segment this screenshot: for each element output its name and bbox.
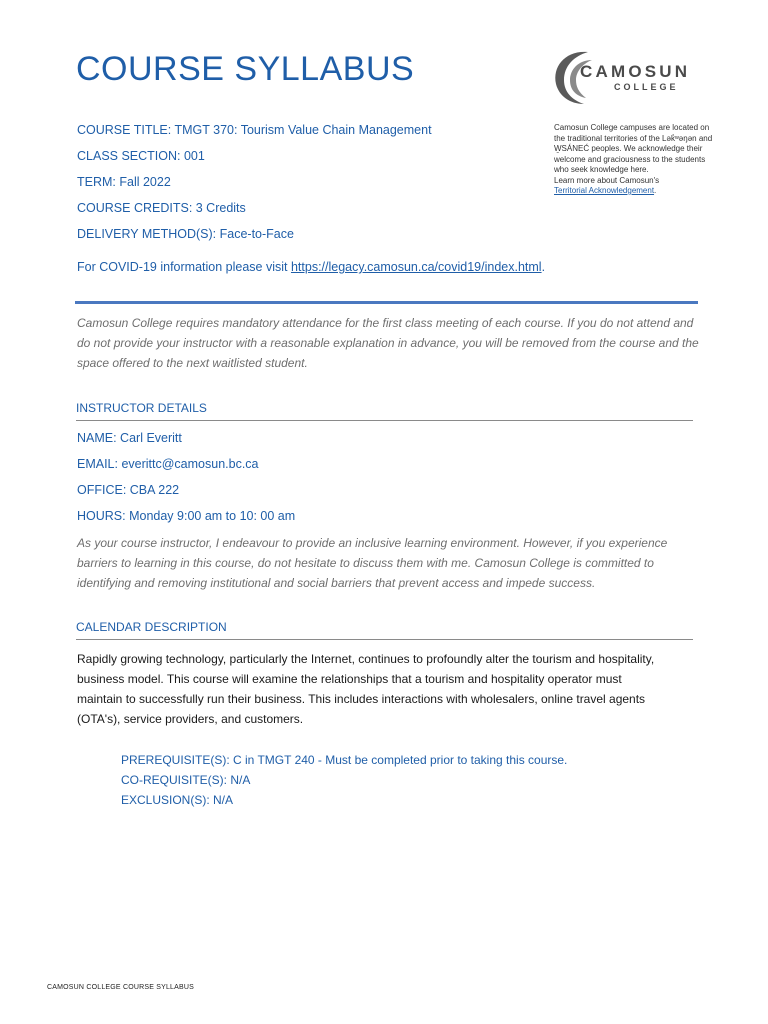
corequisites: CO-REQUISITE(S): N/A [121, 773, 251, 787]
divider [75, 301, 698, 304]
territorial-acknowledgement-link[interactable]: Territorial Acknowledgement [554, 186, 655, 195]
acknowledgement-text: Camosun College campuses are located on the traditional territories of the Lək̓ʷəŋən and W̱SÁNEĆ peoples. We acknowledge their welcome and graciousness to the students who seek knowledge here. [554, 123, 713, 174]
term: TERM: Fall 2022 [77, 175, 171, 189]
calendar-description: Rapidly growing technology, particularly the Internet, continues to profoundly alter the tourism and hospitality, business model. This course will examine the relationships that a tourism and hospitality operator must maintain to successfully run their business. This includes interactions with wholesalers, online travel agents (OTA's), service providers, and customers. [77, 652, 655, 726]
page-footer: CAMOSUN COLLEGE COURSE SYLLABUS [47, 984, 195, 991]
covid-prefix: For COVID-19 information please visit [77, 260, 291, 274]
territorial-acknowledgement [554, 123, 714, 197]
page-title: COURSE SYLLABUS [76, 50, 415, 88]
instructor-details-heading: INSTRUCTOR DETAILS [76, 401, 693, 421]
camosun-logo [548, 46, 698, 108]
requisites [121, 750, 567, 810]
instructor-name: NAME: Carl Everitt [77, 431, 182, 445]
course-info [77, 122, 432, 252]
covid-link[interactable]: https://legacy.camosun.ca/covid19/index.html [290, 260, 542, 274]
instructor-office: OFFICE: CBA 222 [77, 483, 180, 497]
exclusions: EXCLUSION(S): N/A [121, 793, 234, 807]
course-title: COURSE TITLE: TMGT 370: Tourism Value Chain Management [77, 123, 432, 137]
instructor-hours: HOURS: Monday 9:00 am to 10: 00 am [77, 509, 296, 523]
logo-wordmark: CAMOSUN [580, 62, 691, 81]
calendar-description-heading: CALENDAR DESCRIPTION [76, 620, 693, 640]
instructor-details [77, 430, 295, 534]
inclusion-statement: As your course instructor, I endeavour to provide an inclusive learning environment. However, if you experience barriers to learning in this course, do not hesitate to discuss them with me. Camosun College is committed to identifying and removing institutional and social barriers that prevent access and impede success. [77, 536, 668, 590]
acknowledgement-period: . [654, 186, 657, 195]
logo-subtitle: COLLEGE [614, 82, 679, 92]
attendance-note: Camosun College requires mandatory attendance for the first class meeting of each course. If you do not attend and do not provide your instructor with a reasonable explanation in advance, you will be removed from the course and the space offered to the next waitlisted student. [77, 316, 699, 370]
covid-suffix: . [541, 260, 546, 274]
acknowledgement-learn-more: Learn more about Camosun's [554, 175, 660, 185]
prerequisites: PREREQUISITE(S): C in TMGT 240 - Must be completed prior to taking this course. [121, 753, 568, 767]
instructor-email: EMAIL: everittc@camosun.bc.ca [77, 457, 259, 471]
class-section: CLASS SECTION: 001 [77, 149, 205, 163]
delivery-method: DELIVERY METHOD(S): Face-to-Face [77, 227, 294, 241]
covid-info [77, 260, 545, 274]
course-credits: COURSE CREDITS: 3 Credits [77, 201, 246, 215]
